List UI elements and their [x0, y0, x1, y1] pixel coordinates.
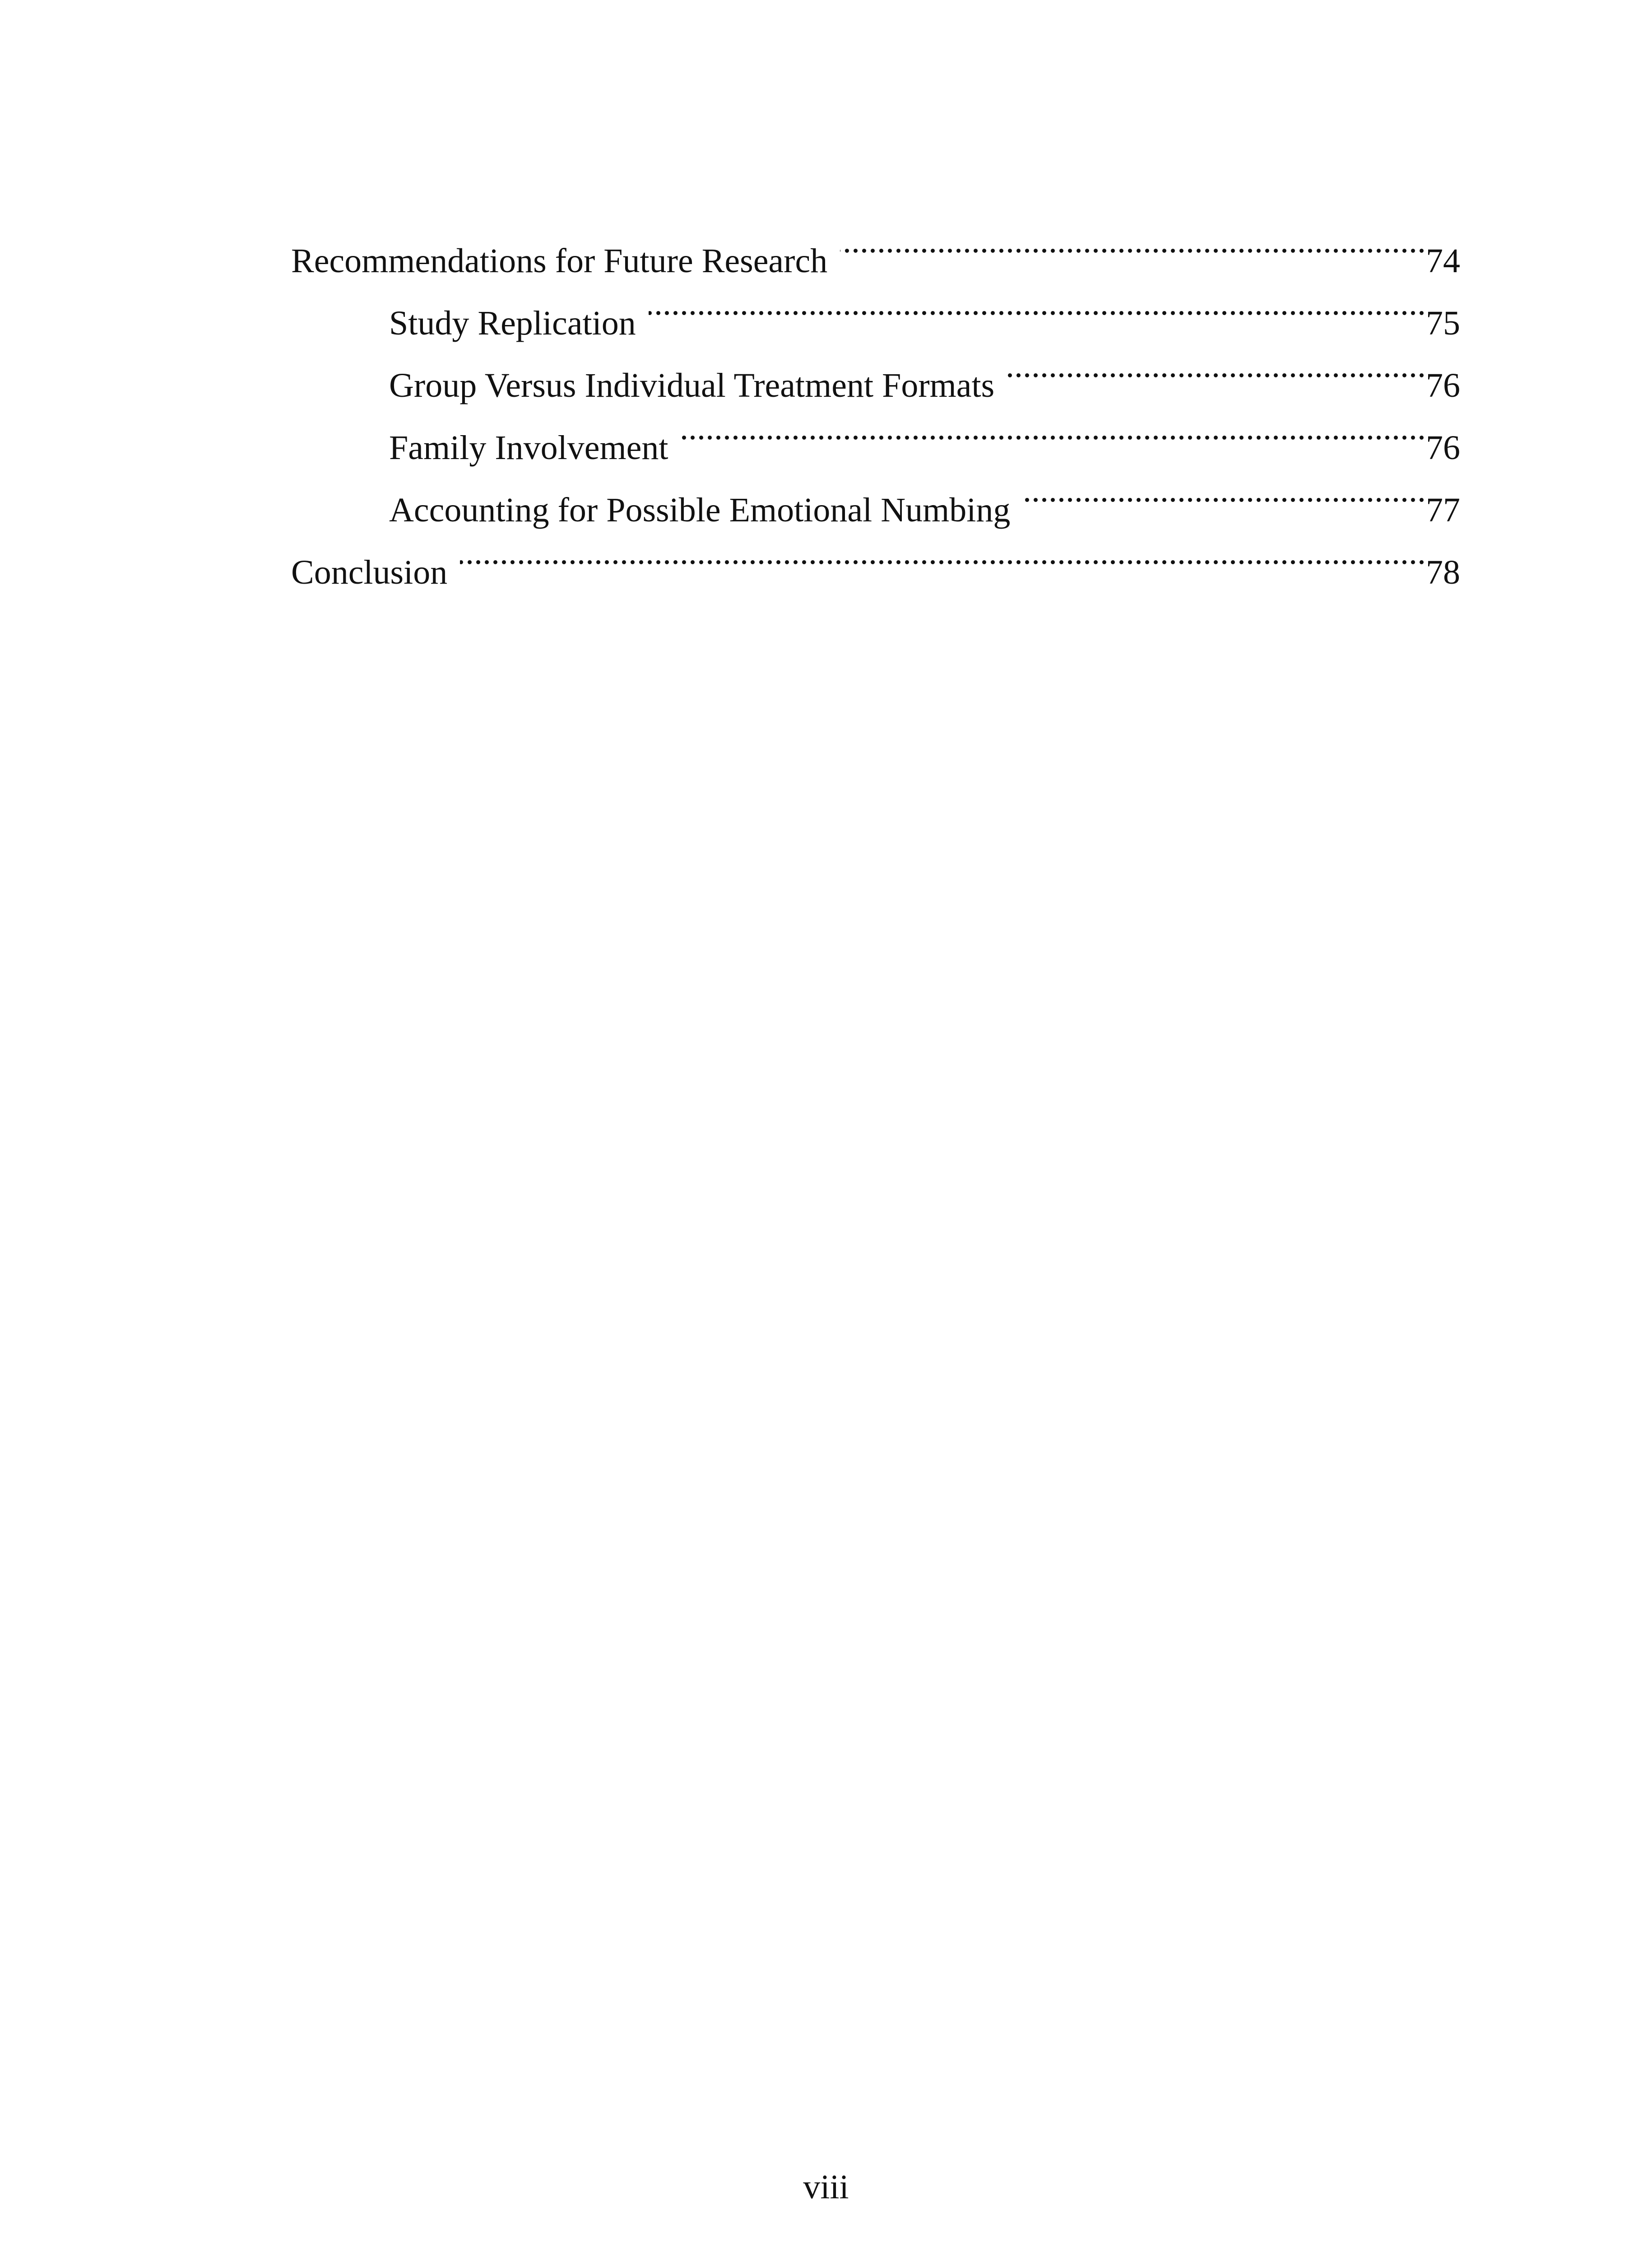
toc-entry-title: Group Versus Individual Treatment Formats [389, 367, 995, 404]
toc-dot-leader [649, 272, 1426, 334]
toc-entry [291, 210, 1460, 280]
toc-entry-title: Study Replication [389, 304, 636, 342]
toc-entry-title: Conclusion [291, 553, 448, 591]
toc-entry-page: 77 [1426, 491, 1460, 529]
toc-entry-title: Family Involvement [389, 429, 668, 467]
toc-entry-page: 74 [1426, 242, 1460, 280]
toc-entry-page: 76 [1426, 429, 1460, 467]
toc-entry-page: 78 [1426, 553, 1460, 591]
toc-entry-title: Accounting for Possible Emotional Numbing [389, 491, 1011, 529]
toc-entry-title: Recommendations for Future Research [291, 242, 828, 280]
toc-entry-page: 76 [1426, 367, 1460, 404]
toc-dot-leader [681, 397, 1426, 459]
toc-dot-leader [460, 521, 1426, 584]
toc-dot-leader [840, 210, 1426, 272]
page-number: viii [803, 2168, 849, 2206]
toc-entry-page: 75 [1426, 304, 1460, 342]
table-of-contents [291, 210, 1460, 591]
toc-dot-leader [1007, 334, 1426, 397]
toc-dot-leader [1023, 459, 1426, 521]
toc-entry [291, 521, 1460, 591]
